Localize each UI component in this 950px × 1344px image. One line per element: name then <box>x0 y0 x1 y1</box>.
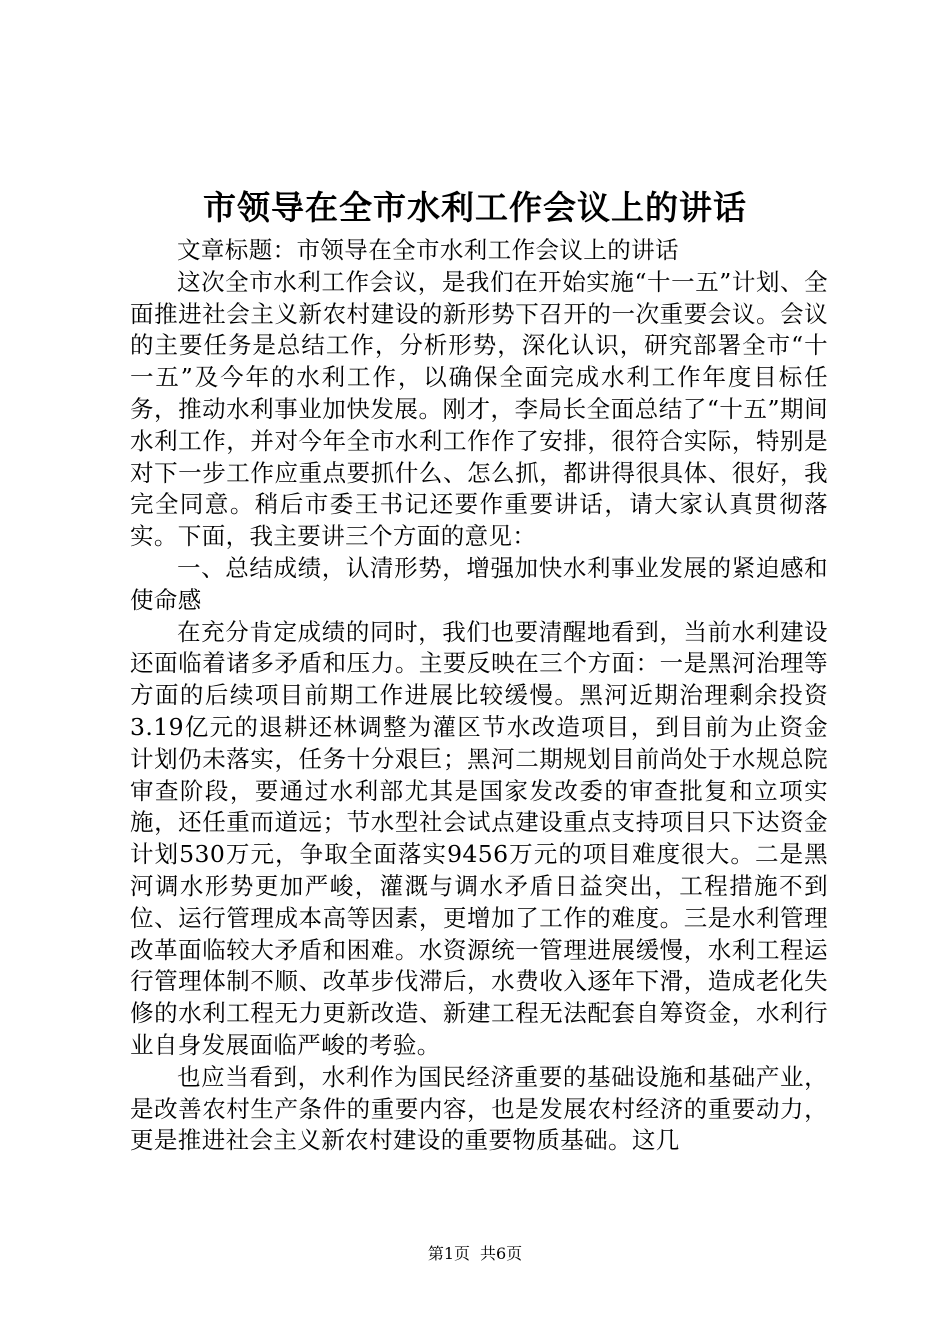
page-number: 第1页 <box>427 1244 470 1263</box>
paragraph-importance: 也应当看到，水利作为国民经济重要的基础设施和基础产业，是改善农村生产条件的重要内容，也是发展农村经济的重要动力，更是推进社会主义新农村建设的重要物质基础。这几 <box>130 1062 828 1155</box>
document-body <box>130 235 828 1157</box>
document-title: 市领导在全市水利工作会议上的讲话 <box>203 188 747 227</box>
article-title-line: 文章标题：市领导在全市水利工作会议上的讲话 <box>177 236 679 264</box>
page-total: 共6页 <box>480 1244 523 1263</box>
paragraph-challenges: 在充分肯定成绩的同时，我们也要清醒地看到，当前水利建设还面临着诸多矛盾和压力。主要反映在三个方面：一是黑河治理等方面的后续项目前期工作进展比较缓慢。黑河近期治理剩余投资3.19亿元的退耕还林调整为灌区节水改造项目，到目前为止资金计划仍未落实，任务十分艰巨；黑河二期规划目前尚处于水规总院审查阶段，要通过水利部尤其是国家发改委的审查批复和立项实施，还任重而道远；节水型社会试点建设重点支持项目只下达资金计划530万元，争取全面落实9456万元的项目难度很大。二是黑河调水形势更加严峻，灌溉与调水矛盾日益突出，工程措施不到位、运行管理成本高等因素，更增加了工作的难度。三是水利管理改革面临较大矛盾和困难。水资源统一管理进展缓慢，水利工程运行管理体制不顺、改革步伐滞后，水费收入逐年下滑，造成老化失修的水利工程无力更新改造、新建工程无法配套自筹资金，水利行业自身发展面临严峻的考验。 <box>130 617 828 1059</box>
section-heading-1: 一、总结成绩，认清形势，增强加快水利事业发展的紧迫感和使命感 <box>130 553 828 614</box>
paragraph-intro: 这次全市水利工作会议，是我们在开始实施“十一五”计划、全面推进社会主义新农村建设的新形势下召开的一次重要会议。会议的主要任务是总结工作，分析形势，深化认识，研究部署全市“十一五”及今年的水利工作，以确保全面完成水利工作年度目标任务，推动水利事业加快发展。刚才，李局长全面总结了“十五”期间水利工作，并对今年全市水利工作作了安排，很符合实际，特别是对下一步工作应重点要抓什么、怎么抓，都讲得很具体、很好，我完全同意。稍后市委王书记还要作重要讲话，请大家认真贯彻落实。下面，我主要讲三个方面的意见： <box>130 267 828 551</box>
page-footer <box>0 1244 950 1264</box>
